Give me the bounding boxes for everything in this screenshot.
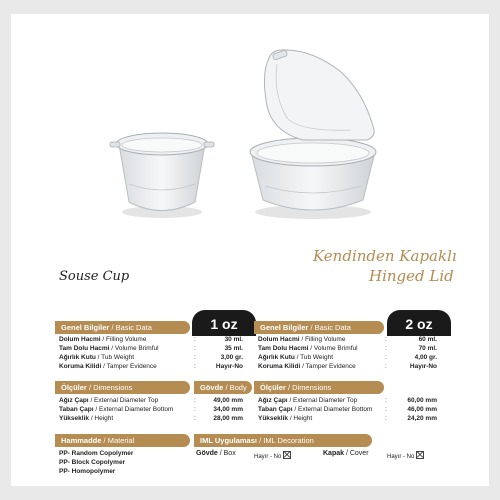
basic-row-right-0: Dolum Hacmi / Filling Volume	[258, 336, 346, 343]
size-badge-1oz: 1 oz	[192, 310, 256, 336]
colon: :	[385, 415, 387, 422]
small-cup-image	[110, 133, 214, 218]
basic-row-left-0: Dolum Hacmi / Filling Volume	[59, 336, 147, 343]
dim-row-right-2: Yükseklik / Height	[258, 415, 313, 422]
colon: :	[194, 363, 196, 370]
basic-row-left-2: Ağırlık Kutu / Tub Weight	[59, 354, 135, 361]
colon: :	[385, 345, 387, 352]
colon: :	[385, 406, 387, 413]
feature-title-tr: Kendinden Kapaklı	[313, 247, 457, 265]
checkbox-crossed-icon	[416, 451, 424, 459]
body-header: Gövde / Body	[194, 381, 252, 394]
dim-value-left-1: 34,00 mm	[213, 406, 243, 413]
material-item-1: PP- Block Copolymer	[59, 459, 126, 466]
product-name: Souse Cup	[59, 269, 130, 284]
dim-value-left-2: 28,00 mm	[213, 415, 243, 422]
iml-body-value: Hayır - No	[254, 451, 291, 461]
basic-data-header-left: Genel Bilgiler / Basic Data	[55, 321, 190, 334]
colon: :	[194, 415, 196, 422]
dim-row-left-2: Yükseklik / Height	[59, 415, 114, 422]
colon: :	[194, 397, 196, 404]
basic-value-left-2: 3,00 gr.	[220, 354, 243, 361]
colon: :	[385, 363, 387, 370]
iml-body-label: Gövde / Box	[196, 450, 236, 457]
material-item-0: PP- Random Copolymer	[59, 450, 134, 457]
basic-value-left-3: Hayır-No	[215, 363, 243, 370]
size-badge-2oz: 2 oz	[387, 310, 451, 336]
feature-title-en: Hinged Lid	[369, 267, 454, 285]
basic-value-right-2: 4,00 gr.	[414, 354, 437, 361]
basic-value-left-0: 30 ml.	[224, 336, 243, 343]
basic-row-left-1: Tam Dolu Hacmi / Volume Brimful	[59, 345, 159, 352]
basic-row-left-3: Koruma Kilidi / Tamper Evidence	[59, 363, 157, 370]
material-item-2: PP- Homopolymer	[59, 468, 116, 475]
colon: :	[385, 397, 387, 404]
iml-header: IML Uygulaması / IML Decoration	[194, 434, 372, 447]
colon: :	[385, 354, 387, 361]
basic-value-right-3: Hayır-No	[409, 363, 437, 370]
basic-data-header-right: Genel Bilgiler / Basic Data	[254, 321, 384, 334]
product-photos	[11, 14, 489, 249]
dim-value-right-1: 46,00 mm	[407, 406, 437, 413]
material-header: Hammadde / Material	[55, 434, 190, 447]
basic-row-right-3: Koruma Kilidi / Tamper Evidence	[258, 363, 356, 370]
large-cup-image	[250, 50, 376, 219]
basic-value-right-1: 70 ml.	[418, 345, 437, 352]
colon: :	[194, 345, 196, 352]
colon: :	[385, 336, 387, 343]
basic-row-right-1: Tam Dolu Hacmi / Volume Brimful	[258, 345, 358, 352]
dim-row-left-0: Ağız Çapı / External Diameter Top	[59, 397, 159, 404]
dim-value-right-0: 60,00 mm	[407, 397, 437, 404]
colon: :	[194, 406, 196, 413]
dim-value-right-2: 24,20 mm	[407, 415, 437, 422]
dim-row-right-0: Ağız Çapı / External Diameter Top	[258, 397, 358, 404]
dim-row-right-1: Taban Çapı / External Diameter Bottom	[258, 406, 373, 413]
iml-lid-label: Kapak / Cover	[323, 450, 369, 457]
dim-value-left-0: 49,00 mm	[213, 397, 243, 404]
dimensions-header-right: Ölçüler / Dimensions	[254, 381, 384, 394]
spec-sheet	[11, 14, 489, 486]
basic-value-right-0: 60 ml.	[418, 336, 437, 343]
dim-row-left-1: Taban Çapı / External Diameter Bottom	[59, 406, 174, 413]
basic-value-left-1: 35 ml.	[224, 345, 243, 352]
checkbox-crossed-icon	[283, 451, 291, 459]
basic-row-right-2: Ağırlık Kutu / Tub Weight	[258, 354, 334, 361]
colon: :	[194, 336, 196, 343]
colon: :	[194, 354, 196, 361]
dimensions-header-left: Ölçüler / Dimensions	[55, 381, 190, 394]
iml-lid-value: Hayır - No	[387, 451, 424, 461]
